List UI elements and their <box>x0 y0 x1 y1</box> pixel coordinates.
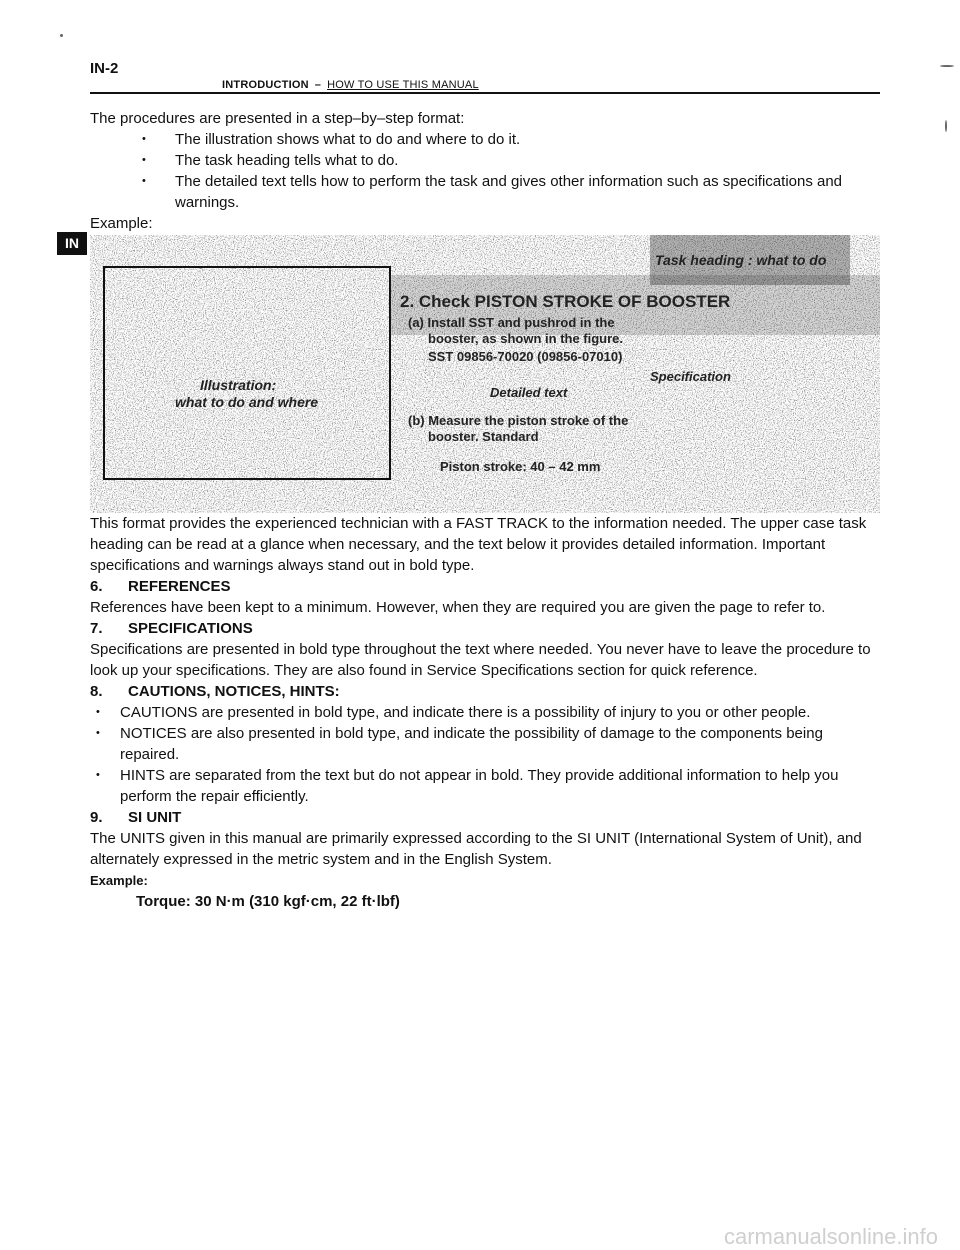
cautions-bullet-list <box>90 702 880 807</box>
scan-speck <box>60 34 63 37</box>
section-title: REFERENCES <box>128 578 231 595</box>
section-title: INTRODUCTION <box>222 79 309 91</box>
section-heading-si-unit <box>90 807 880 828</box>
section-title: CAUTIONS, NOTICES, HINTS: <box>128 683 340 700</box>
section-number: 6. <box>90 578 103 595</box>
section-number: 7. <box>90 620 103 637</box>
step-line: SST 09856-70020 (09856-07010) <box>428 349 623 364</box>
list-item: • The task heading tells what to do. <box>90 150 880 171</box>
fast-track-paragraph: This format provides the experienced technician with a FAST TRACK to the information needed. The upper case task heading can be read at a glance when necessary, and the text below it provides detailed information. Important specifications and warnings always stand out in bold type. <box>90 515 867 574</box>
section-number: 8. <box>90 683 103 700</box>
illustration-label: what to do and where <box>175 394 319 410</box>
step-line: booster, as shown in the figure. <box>428 331 624 346</box>
step-line: (b) Measure the piston stroke of the <box>408 413 629 428</box>
running-header <box>222 79 479 91</box>
section-heading-references <box>90 576 880 597</box>
list-item: • The illustration shows what to do and where to do it. <box>90 129 880 150</box>
si-example-label: Example: <box>90 873 148 888</box>
list-item: • HINTS are separated from the text but do not appear in bold. They provide additional information to help you perform the repair efficiently. <box>90 765 880 807</box>
format-bullet-list <box>90 129 880 213</box>
list-item: • The detailed text tells how to perform the task and gives other information such as specifications and warnings. <box>90 171 880 213</box>
header-separator: – <box>314 79 322 91</box>
section-number: 9. <box>90 809 103 826</box>
task-heading-callout: Task heading : what to do <box>655 252 827 268</box>
example-figure <box>90 235 880 513</box>
torque-example: Torque: 30 N·m (310 kgf·cm, 22 ft·lbf) <box>136 893 400 910</box>
list-item: • NOTICES are also presented in bold type, and indicate the possibility of damage to the components being repaired. <box>90 723 880 765</box>
step-line: booster. Standard <box>428 429 539 444</box>
section-title: SPECIFICATIONS <box>128 620 253 637</box>
section-heading-specifications <box>90 618 880 639</box>
intro-text: The procedures are presented in a step–by–step format: <box>90 110 465 127</box>
si-unit-body: The UNITS given in this manual are primarily expressed according to the SI UNIT (International System of Unit), and alternately expressed in the metric system and in the English System. <box>90 830 862 868</box>
step-line: (a) Install SST and pushrod in the <box>408 315 615 330</box>
section-tab: IN <box>57 232 87 255</box>
header-rule <box>90 92 880 94</box>
scan-speck <box>940 65 954 67</box>
references-body: References have been kept to a minimum. However, when they are required you are given the page to refer to. <box>90 599 826 616</box>
section-title: SI UNIT <box>128 809 182 826</box>
subsection-title: HOW TO USE THIS MANUAL <box>327 79 479 91</box>
detailed-text-callout: Detailed text <box>490 385 568 400</box>
page-body <box>90 108 880 912</box>
section-heading-cautions <box>90 681 880 702</box>
step-line: Piston stroke: 40 – 42 mm <box>440 459 601 474</box>
specifications-body: Specifications are presented in bold type throughout the text where needed. You never have to leave the procedure to look up your specifications. They are also found in Service Specifications section for quick reference. <box>90 641 871 679</box>
step-title: 2. Check PISTON STROKE OF BOOSTER <box>400 292 731 311</box>
illustration-label: Illustration: <box>200 377 277 393</box>
page-number: IN-2 <box>90 60 119 77</box>
watermark: carmanualsonline.info <box>723 1224 938 1249</box>
scan-speck <box>945 120 947 132</box>
specification-callout: Specification <box>650 369 731 384</box>
list-item: • CAUTIONS are presented in bold type, and indicate there is a possibility of injury to you or other people. <box>90 702 880 723</box>
example-label: Example: <box>90 215 153 232</box>
